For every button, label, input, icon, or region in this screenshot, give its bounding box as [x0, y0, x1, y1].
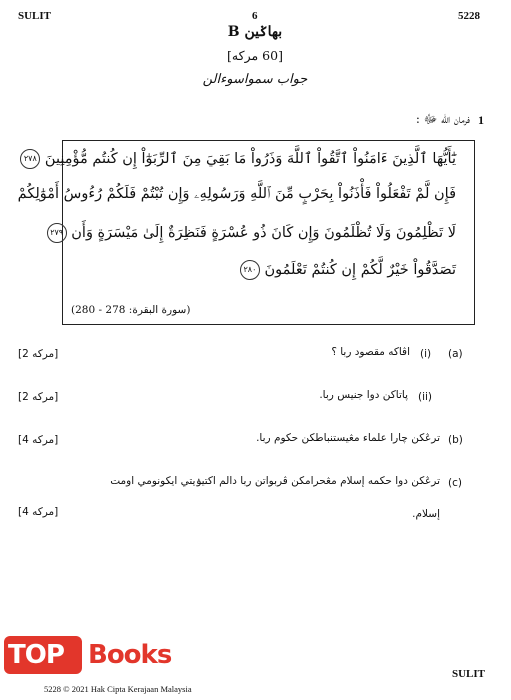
- label-c: (c): [448, 477, 462, 489]
- marks-b: [4 مركه]: [18, 434, 59, 446]
- page-number: 6: [252, 10, 258, 22]
- footer-copyright: 5228 © 2021 Hak Cipta Kerajaan Malaysia: [44, 684, 192, 694]
- verse-box: [17, 140, 475, 325]
- question-intro: فرمان الله ﷻ :: [415, 112, 470, 126]
- header-sulit: SULIT: [18, 10, 52, 22]
- question-c-text-line2: إسلام.: [412, 508, 440, 520]
- question-a-ii-text: ڽاتاكن دوا جنيس ربا.: [319, 389, 408, 401]
- label-b: (b): [448, 434, 463, 446]
- section-instruction: جواب سمواسوءالن: [202, 72, 308, 87]
- verse-line-1: يَٰٓأَيُّهَا ٱلَّذِينَ ءَامَنُواْ ٱتَّقُواْ ٱللَّهَ وَذَرُواْ مَا بَقِيَ مِنَ ٱلرِّبَوٰٓاْ إِن كُنتُم مُّؤْمِنِينَ ٢٧٨: [77, 149, 456, 169]
- verse-line-4: تَصَدَّقُواْ خَيْرٌ لَّكُمْ إِن كُنتُمْ تَعْلَمُونَ ٢٨٠: [77, 260, 456, 280]
- topbooks-logo-top: TOP: [8, 640, 64, 670]
- verse-line-2: فَإِن لَّمْ تَفْعَلُواْ فَأْذَنُواْ بِحَرْبٍ مِّنَ ٱللَّهِ وَرَسُولِهِۦ وَإِن تُبْتُمْ فَلَكُمْ رُءُوسُ أَمْوَٰلِكُمْ: [17, 186, 456, 202]
- label-a: (a): [448, 348, 463, 360]
- verse-line-3: لَا تَظْلِمُونَ وَلَا تُظْلَمُونَ وَإِن كَانَ ذُو عُسْرَةٍ فَنَظِرَةٌ إِلَىٰ مَيْسَرَةٍ وَأَن ٢٧٩: [77, 223, 456, 243]
- label-a-i: (i): [420, 348, 432, 360]
- topbooks-logo-books: Books: [88, 640, 172, 670]
- ayah-marker-279: ٢٧٩: [47, 223, 67, 243]
- question-number: 1: [478, 113, 484, 127]
- verse-source: (سورة البقرة: 278 - 280): [71, 304, 191, 316]
- question-a-i-text: اڤاكه مقصود ربا ؟: [331, 346, 410, 358]
- section-marks: [60 مركه]: [227, 48, 283, 63]
- ayah-marker-280: ٢٨٠: [240, 260, 260, 280]
- marks-a-i: [2 مركه]: [18, 348, 59, 360]
- section-title: بهاݢين B: [227, 24, 283, 40]
- marks-a-ii: [2 مركه]: [18, 391, 59, 403]
- marks-c: [4 مركه]: [18, 506, 59, 518]
- label-a-ii: (ii): [418, 391, 433, 403]
- footer-sulit: SULIT: [452, 668, 486, 680]
- question-c-text-line1: ترڠكن دوا حكمه إسلام مڠحرامكن ڤربواتن ربا دالم اكتيۏيتي ايكونومي اومت: [110, 475, 440, 487]
- question-b-text: ترڠكن چارا علماء مڠيستنباطكن حكوم ربا.: [256, 432, 440, 444]
- ayah-marker-278: ٢٧٨: [20, 149, 40, 169]
- paper-code: 5228: [458, 10, 480, 22]
